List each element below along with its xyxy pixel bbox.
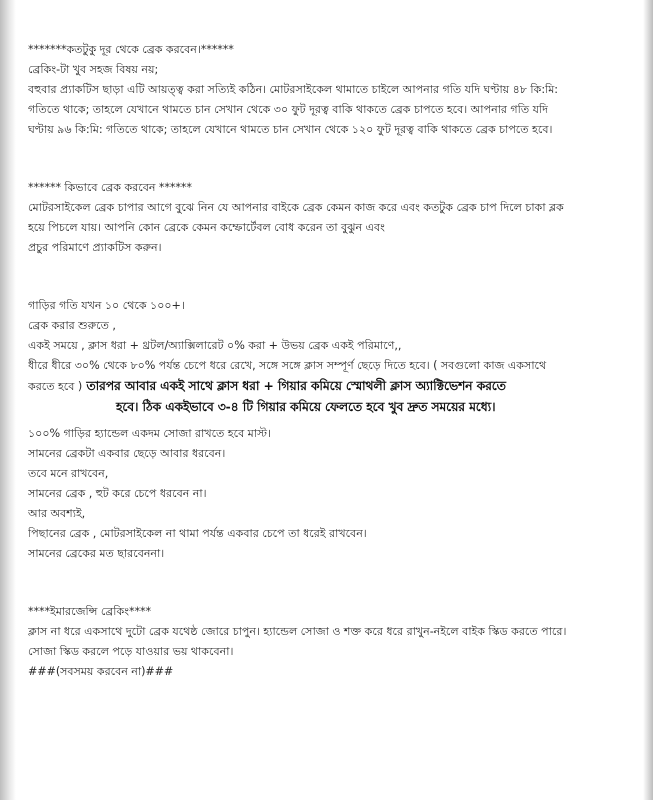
section-emergency-braking (28, 602, 630, 682)
paragraph-line-mixed (28, 376, 630, 397)
paragraph-line: পিছানের ব্রেক , মোটরসাইকেল না থামা পর্যন্ত একবার চেপে তা ধরেই রাখবেন। (28, 527, 367, 540)
section-title: ****ইমারজেন্সি ব্রেকিং**** (28, 605, 151, 618)
paragraph-line: ১০০% গাড়ির হ্যান্ডেল একদম সোজা রাখতে হবে মাস্ট। (28, 427, 271, 440)
page-edge-shadow-left (0, 0, 16, 800)
paragraph-line: মোটরসাইকেল ব্রেক চাপার আগে বুঝে নিন যে আপনার বাইকে ব্রেক কেমন কাজ করে এবং কতটুক ব্রেক চাপ দিলে চাকা ব্লক (28, 201, 564, 214)
paragraph-line: ব্রেকিং-টা খুব সহজ বিষয় নয়; (28, 63, 159, 76)
section-speed-10-100 (28, 296, 630, 564)
paragraph-fragment: করতে হবে ) (28, 380, 83, 393)
emphasized-line (28, 397, 630, 418)
paragraph-line: ধীরে ধীরে ৩০% থেকে ৮০% পর্যন্ত চেপে ধরে রেখে, সঙ্গে সঙ্গে ক্লাস সম্পূর্ণ ছেড়ে দিতে হবে। ( সবগুলো কাজ একসাথে (28, 359, 547, 372)
paragraph-line: সামনের ব্রেক , হুট করে চেপে ধরবেন না। (28, 487, 207, 500)
paragraph-line: ব্রেক করার শুরুতে , (28, 319, 116, 332)
paragraph-line: গতিতে থাকে; তাহলে যেখানে থামতে চান সেখান থেকে ৩০ ফুট দূরত্ব বাকি থাকতে ব্রেক চাপতে হবে। আপনার গতি যদি (28, 103, 548, 116)
section-title: ****** কিভাবে ব্রেক করবেন ****** (28, 181, 192, 194)
paragraph-line: তবে মনে রাখবেন, (28, 467, 109, 480)
paragraph-line: সামনের ব্রেকটা একবার ছেড়ে আবার ধরবেন। (28, 447, 226, 460)
paragraph-line: একই সময়ে , ক্লাস ধরা + থ্রটল/অ্যাক্সিলারেট ০% করা + উভয় ব্রেক একই পরিমাণে,, (28, 339, 402, 352)
emphasized-text: তারপর আবার একই সাথে ক্লাস ধরা + গিয়ার কমিয়ে স্মোথলী ক্লাস অ্যাক্টিভেশন করতে (82, 379, 506, 393)
document-body (28, 40, 630, 720)
section-braking-distance (28, 40, 630, 140)
paragraph-line: ক্লাস না ধরে একসাথে দুটো ব্রেক যথেষ্ঠ জোরে চাপুন। হ্যান্ডেল সোজা ও শক্ত করে ধরে রাখুন-নইলে বাইক স্কিড করতে পারে। (28, 625, 567, 638)
section-title: *******কতটুকু দূর থেকে ব্রেক করবেন।****** (28, 43, 234, 56)
page-edge-shadow-right (643, 0, 653, 800)
section-how-to-brake (28, 178, 630, 258)
paragraph-line: আর অবশ্যই, (28, 507, 86, 520)
paragraph-line: হয়ে পিচলে যায়। আপনি কোন ব্রেকে কেমন কম্ফোর্টেবল বোধ করেন তা বুঝুন এবং (28, 221, 385, 234)
paragraph-line: সামনের ব্রেকের মত ছারবেননা। (28, 547, 165, 560)
emphasized-text: হবে। ঠিক একইভাবে ৩-৪ টি গিয়ার কমিয়ে ফেলতে হবে খুব দ্রুত সময়ের মধ্যে। (116, 400, 496, 414)
paragraph-line: ###(সবসময় করবেন না)### (28, 665, 174, 678)
paragraph-line: প্রচুর পরিমাণে প্র্যাকটিস করুন। (28, 241, 162, 254)
paragraph-line: ঘণ্টায় ৯৬ কি:মি: গতিতে থাকে; তাহলে যেখানে থামতে চান সেখান থেকে ১২০ ফুট দূরত্ব বাকি থাকতে ব্রেক চাপতে হবে। (28, 123, 553, 136)
paragraph-line: সোজা স্কিড করলে পড়ে যাওয়ার ভয় থাকবেনা। (28, 645, 234, 658)
section-title: গাড়ির গতি যখন ১০ থেকে ১০০+। (28, 299, 185, 312)
paragraph-line: বহুবার প্র্যাকটিস ছাড়া এটি আয়ত্ত্ব করা সত্যিই কঠিন। মোটরসাইকেল থামাতে চাইলে আপনার গতি যদি ঘণ্টায় ৪৮ কি:মি: (28, 83, 558, 96)
